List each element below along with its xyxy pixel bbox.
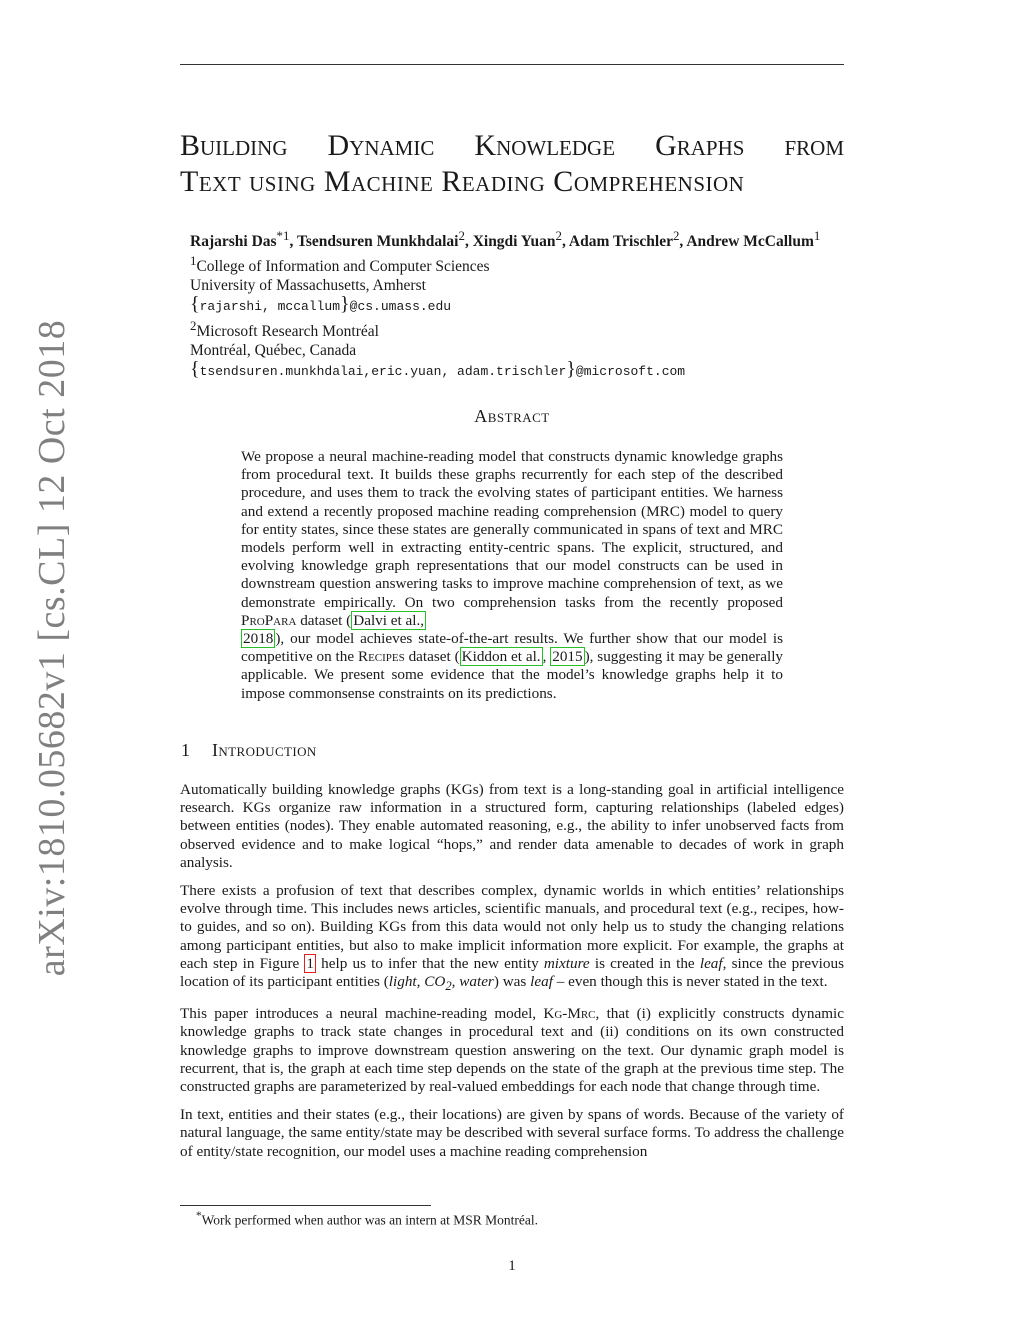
title-line-2: Text using Machine Reading Comprehension: [180, 165, 745, 198]
affiliation-2-email[interactable]: {tsendsuren.munkhdalai,eric.yuan, adam.trischler}@microsoft.com: [190, 358, 686, 381]
page-number: 1: [508, 1258, 516, 1274]
author-affiliation-marker: 1: [813, 228, 821, 243]
para2-text-d: , since the previous location of its participant entities (: [180, 954, 844, 991]
affiliation-1-email-domain: @cs.umass.edu: [349, 299, 452, 315]
para2-text-a: There exists a profusion of text that describes complex, dynamic worlds in which entities’ relationships evolve through time. This includes news articles, scientific manuals, and procedural text (e.g., recipes, how-to guides, and so on). Building KGs from this data would not only help us to study the changing relations among participant entities, but also to make implicit information more explicit. For example, the graphs at each step in Figure: [180, 882, 844, 972]
affiliation-2-email-domain: @microsoft.com: [575, 364, 686, 380]
citation-dalvi-link[interactable]: Dalvi et al.,: [353, 611, 425, 629]
para2-text-c: is created in the: [589, 954, 700, 972]
header-rule: [180, 64, 844, 65]
entity-list: [388, 973, 494, 994]
author-name: Xingdi Yuan: [472, 233, 556, 251]
arxiv-identifier[interactable]: arXiv:1810.05682v1 [cs.CL] 12 Oct 2018: [31, 319, 73, 977]
section-heading-introduction: [181, 740, 317, 761]
affiliation-1-dept: [190, 251, 870, 276]
para2-text-b: help us to infer that the new entity: [316, 954, 544, 972]
entity-mixture: mixture: [543, 954, 590, 972]
propara-dataset-name: ProPara: [241, 611, 297, 629]
abstract-body: [241, 448, 783, 703]
author-name: Rajarshi Das: [190, 233, 277, 251]
author-block: [190, 226, 870, 381]
affiliation-1-email[interactable]: {rajarshi, mccallum}@cs.umass.edu: [190, 293, 452, 316]
entity-leaf: leaf: [699, 954, 723, 972]
footnote-mark: *: [196, 1210, 202, 1222]
citation-kiddon-link[interactable]: Kiddon et al.: [461, 648, 541, 666]
entity-leaf-2: leaf: [530, 973, 553, 991]
author-affiliation-marker: 2: [672, 228, 680, 243]
intro-paragraph-2: [180, 882, 844, 995]
abstract-text-5: ,: [542, 648, 551, 666]
affiliation-1-email-users: rajarshi, mccallum: [199, 299, 341, 315]
affiliation-1-dept-text: College of Information and Computer Sciences: [196, 258, 490, 276]
intro-paragraph-4: In text, entities and their states (e.g., their locations) are given by spans of words. Because of the variety of natural language, the same entity/state may be described with several surface forms. To address the challenge of entity/state recognition, our model uses a machine reading comprehension: [180, 1106, 844, 1160]
abstract-text-4: dataset (: [404, 648, 460, 666]
para3-text-a: This paper introduces a neural machine-reading model,: [180, 1005, 544, 1023]
abstract-text-1: We propose a neural machine-reading model that constructs dynamic knowledge graphs from procedural text. It builds these graphs recurrently for each step of the described procedure, and uses them to track the evolving states of participant entities. We harness and extend a recently proposed machine reading comprehension (MRC) model to query for entity states, since these states are generally communicated in spans of text and MRC models perform well in extracting entity-centric spans. The explicit, structured, and evolving knowledge graph representations that our model constructs can be used in downstream question answering tasks to improve machine comprehension of text, as we demonstrate empirically. On two comprehension tasks from the recently proposed: [241, 448, 783, 611]
affiliation-2-marker: 2: [190, 318, 197, 334]
author-name: Tsendsuren Munkhdalai: [296, 233, 459, 251]
citation-dalvi-year-link[interactable]: 2018: [243, 630, 274, 648]
introduction-body: [180, 781, 844, 1171]
intro-paragraph-3: [180, 1005, 844, 1096]
section-title: Introduction: [212, 740, 317, 760]
footnote-rule: [180, 1205, 431, 1206]
abstract-text-3: ), our model achieves state-of-the-art results. We further show that our model is competitive on the: [241, 630, 783, 666]
recipes-dataset-name: Recipes: [357, 648, 405, 666]
figure-1-link[interactable]: 1: [306, 954, 314, 972]
citation-kiddon-year-link[interactable]: 2015: [552, 648, 583, 666]
paper-title: [180, 128, 844, 200]
author-names: Rajarshi Das$^{*1}$, Tsendsuren Munkhdalai$^2$, Xingdi Yuan$^2$, Adam Trischler$^2$, Andrew McCallum$^1$: [190, 228, 821, 251]
para3-text-b: , that (i) explicitly constructs dynamic knowledge graphs to track state changes in procedural text and (ii) conditions on its own constructed knowledge graphs to improve downstream question answering on the text. Our dynamic graph model is recurrent, that is, the graph at each time step depends on the state of the graph at the previous time step. The constructed graphs are parameterized by real-valued embeddings for each node that change through time.: [180, 1005, 844, 1096]
author-name: Andrew McCallum: [686, 233, 814, 251]
co2-subscript: 2: [445, 979, 452, 994]
affiliation-2-org: [190, 316, 870, 341]
affiliation-2-org-text: Microsoft Research Montréal: [196, 323, 379, 341]
abstract-heading: Abstract: [474, 406, 550, 426]
para2-text-f: – even though this is never stated in the text.: [552, 973, 828, 991]
author-name: Adam Trischler: [568, 233, 673, 251]
footnote: [196, 1208, 538, 1229]
affiliation-1-university: University of Massachusetts, Amherst: [190, 277, 426, 295]
model-name: Kg-Mrc: [543, 1005, 596, 1023]
abstract-text-6: ), suggesting it may be generally applicable. We present some evidence that the model’s knowledge graphs help it to impose commonsense constraints on its predictions.: [241, 648, 784, 702]
affiliation-1-marker: 1: [190, 253, 197, 269]
affiliation-2-location: Montréal, Québec, Canada: [190, 342, 357, 360]
author-affiliation-marker: *1: [276, 228, 290, 243]
title-line-1: Building Dynamic Knowledge Graphs from: [180, 129, 844, 162]
entity-list-text: light, CO: [388, 973, 446, 991]
footnote-text: Work performed when author was an intern at MSR Montréal.: [201, 1212, 538, 1228]
entity-water: , water: [451, 973, 494, 991]
para2-text-e: ) was: [493, 973, 531, 991]
author-affiliation-marker: 2: [458, 228, 465, 243]
section-number: 1: [181, 740, 190, 760]
intro-paragraph-1: Automatically building knowledge graphs (KGs) from text is a long-standing goal in artificial intelligence research. KGs organize raw information in a structured form, capturing relationships (labeled edges) between entities (nodes). They enable automated reasoning, e.g., the ability to infer unobserved facts from observed evidence and to make logical “hops,” and render data amenable to decades of work in graph analysis.: [180, 781, 844, 871]
affiliation-2-email-users: tsendsuren.munkhdalai,eric.yuan, adam.trischler: [199, 364, 567, 380]
abstract-text-2: dataset (: [296, 611, 352, 629]
author-affiliation-marker: 2: [555, 228, 562, 243]
